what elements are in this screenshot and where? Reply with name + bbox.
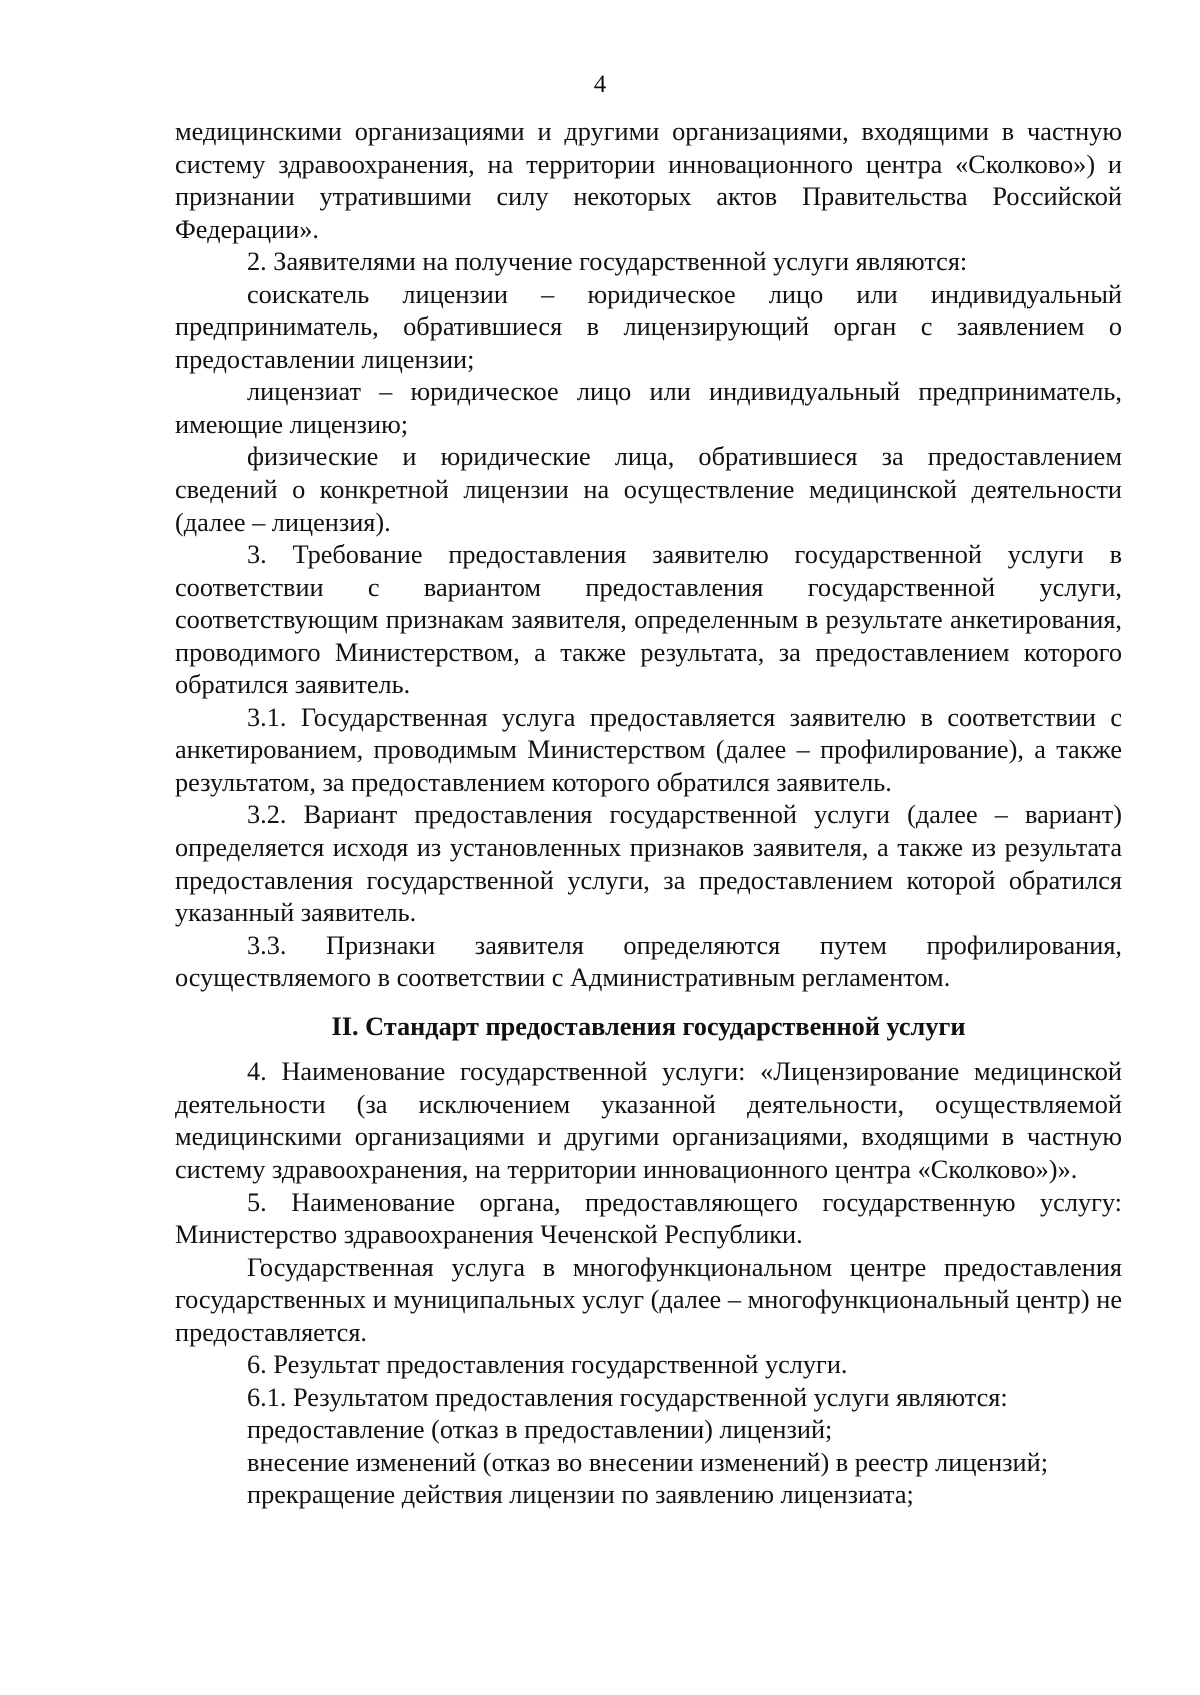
paragraph-licensee: лицензиат – юридическое лицо или индивидуальный предприниматель, имеющие лицензию; [175,377,1122,439]
page-number: 4 [593,71,607,98]
paragraph-3: 3. Требование предоставления заявителю государственной услуги в соответствии с вариантом предоставления государственной услуги, соответствующим признакам заявителя, определенным в результате анкетирования, проводимого Министерством, а также результата, за предоставлением которого обратился заявитель. [175,540,1122,700]
paragraph-6: 6. Результат предоставления государственной услуги. [247,1350,848,1380]
list-item-registry: внесение изменений (отказ во внесении изменений) в реестр лицензий; [247,1447,1049,1477]
paragraph-5: 5. Наименование органа, предоставляющего государственную услугу: Министерство здравоохранения Чеченской Республики. [175,1187,1122,1250]
paragraph-applicants: 2. Заявителями на получение государственной услуги являются: [247,247,968,277]
list-item-grant: предоставление (отказ в предоставлении) лицензий; [247,1415,833,1445]
paragraph-4: 4. Наименование государственной услуги: «Лицензирование медицинской деятельности (за исключением указанной деятельности, осуществляемой медицинскими организациями и другими организациями, входящими в частную систему здравоохранения, на территории инновационного центра «Сколково»)». [175,1057,1122,1184]
document-body [175,116,1122,1512]
paragraph-persons: физические и юридические лица, обратившиеся за предоставлением сведений о конкретной лицензии на осуществление медицинской деятельности (далее – лицензия). [175,442,1122,537]
paragraph-3-3: 3.3. Признаки заявителя определяются путем профилирования, осуществляемого в соответствии с Административным регламентом. [175,930,1122,993]
paragraph-continuation: медицинскими организациями и другими организациями, входящими в частную систему здравоохранения, на территории инновационного центра «Сколково») и признании утратившими силу некоторых актов Правительства Российской Федерации». [175,117,1122,244]
paragraph-3-1: 3.1. Государственная услуга предоставляется заявителю в соответствии с анкетированием, проводимым Министерством (далее – профилирование), а также результатом, за предоставлением которого обратился заявитель. [175,702,1122,797]
paragraph-license-seeker: соискатель лицензии – юридическое лицо или индивидуальный предприниматель, обратившиеся в лицензирующий орган с заявлением о предоставлении лицензии; [175,279,1122,374]
section-heading: II. Стандарт предоставления государственной услуги [331,1011,966,1041]
paragraph-6-1: 6.1. Результатом предоставления государственной услуги являются: [247,1382,1008,1412]
paragraph-3-2: 3.2. Вариант предоставления государственной услуги (далее – вариант) определяется исходя из установленных признаков заявителя, а также из результата предоставления государственной услуги, за предоставлением которой обратился указанный заявитель. [175,800,1122,928]
paragraph-mfc: Государственная услуга в многофункциональном центре предоставления государственных и муниципальных услуг (далее – многофункциональный центр) не предоставляется. [175,1252,1122,1347]
list-item-termination: прекращение действия лицензии по заявлению лицензиата; [247,1480,914,1510]
